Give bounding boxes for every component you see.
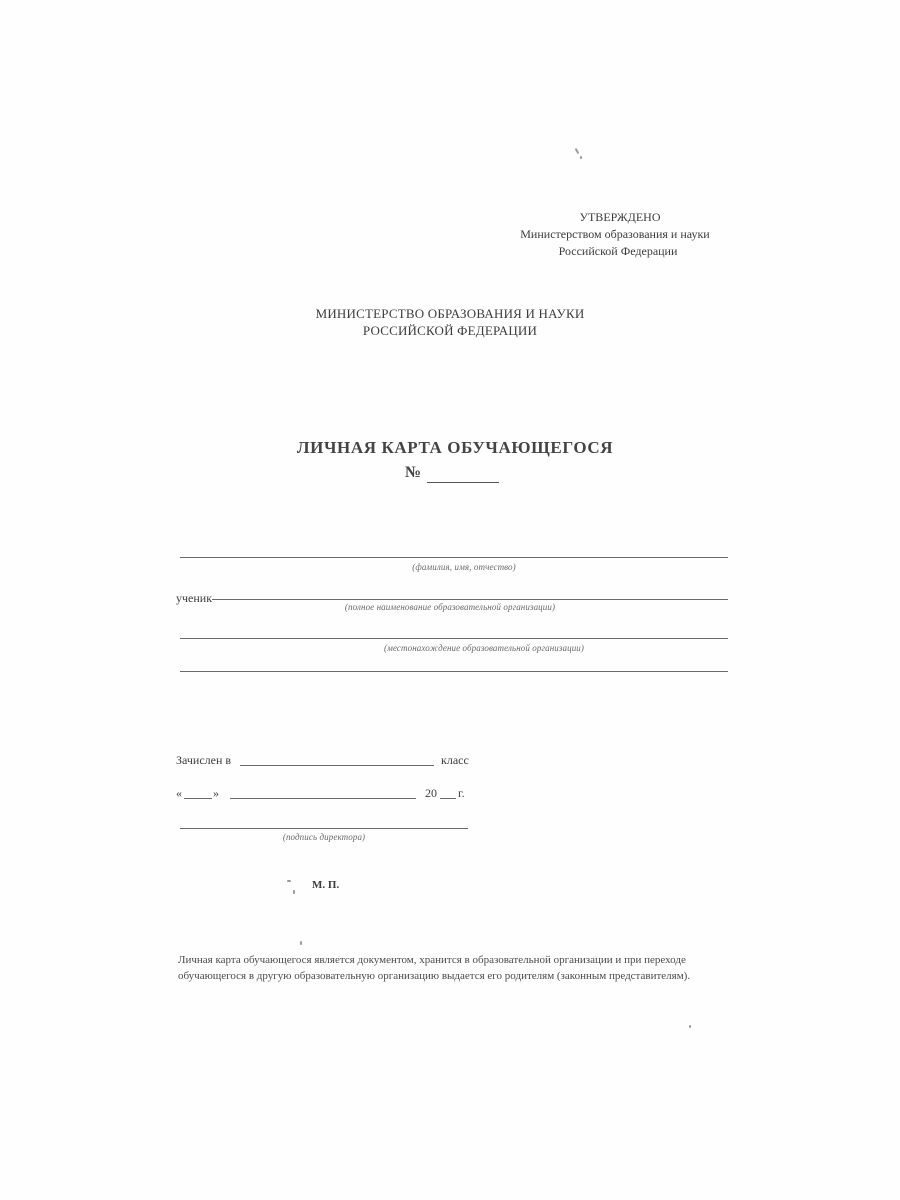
scan-speck	[287, 880, 291, 882]
date-year-field[interactable]	[440, 798, 456, 799]
org-location-field[interactable]	[180, 638, 728, 639]
year-prefix: 20	[425, 786, 437, 800]
document-title: ЛИЧНАЯ КАРТА ОБУЧАЮЩЕГОСЯ	[296, 438, 614, 457]
org-name-hint: (полное наименование образовательной организации)	[344, 602, 556, 612]
org-name-field[interactable]	[212, 599, 728, 600]
org-location-extra-field[interactable]	[180, 671, 728, 672]
date-open-quote: «	[176, 786, 182, 800]
stamp-label: М. П.	[312, 879, 340, 891]
card-number-sign: №	[405, 464, 422, 481]
scan-speck	[580, 156, 582, 159]
approval-heading: УТВЕРЖДЕНО	[579, 210, 661, 224]
approval-ministry: Министерством образования и науки	[520, 227, 710, 241]
student-label: ученик	[176, 591, 213, 605]
scan-speck	[689, 1025, 691, 1028]
ministry-line-2: РОССИЙСКОЙ ФЕДЕРАЦИИ	[362, 323, 538, 338]
date-month-field[interactable]	[230, 798, 416, 799]
scan-speck	[293, 890, 295, 894]
date-close-quote: »	[213, 786, 219, 800]
director-signature-field[interactable]	[180, 828, 468, 829]
full-name-field[interactable]	[180, 557, 728, 558]
enrolled-class-field[interactable]	[240, 765, 434, 766]
full-name-hint: (фамилия, имя, отчество)	[412, 562, 516, 572]
org-location-hint: (местонахождение образовательной организации)	[384, 643, 584, 653]
scan-speck	[300, 941, 302, 945]
date-day-field[interactable]	[184, 798, 212, 799]
ministry-header	[240, 305, 660, 339]
year-suffix: г.	[458, 786, 465, 800]
director-signature-hint: (подпись директора)	[282, 832, 366, 842]
card-number-field[interactable]	[427, 482, 499, 483]
ministry-line-1: МИНИСТЕРСТВО ОБРАЗОВАНИЯ И НАУКИ	[315, 306, 585, 321]
scan-speck	[575, 148, 580, 154]
footer-note: Личная карта обучающегося является документом, хранится в образовательной организации и при переходе обучающегося в другую образовательную организацию выдается его родителям (законным представителям).	[178, 954, 691, 982]
enrolled-label: Зачислен в	[176, 753, 232, 767]
class-label: класс	[441, 753, 469, 767]
approval-block	[470, 209, 760, 260]
approval-country: Российской Федерации	[558, 244, 678, 258]
